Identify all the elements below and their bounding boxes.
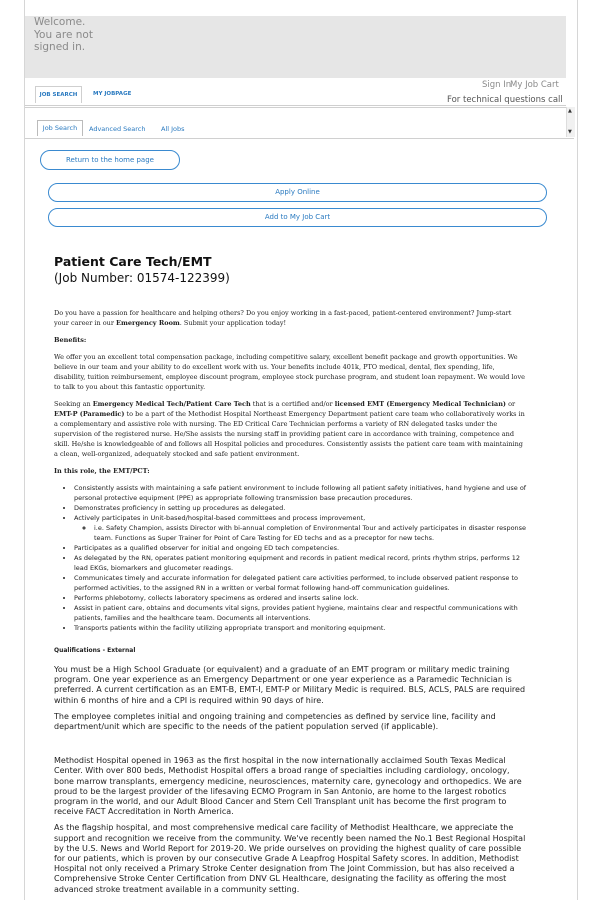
tech-questions-text: For technical questions call — [447, 95, 563, 105]
hospital-awards-paragraph: As the flagship hospital, and most comprehensive medical care facility of Methodist Healthcare, we appreciate the support and recognition we receive from the community. We've recently been named the No.1 Best Regional Hospital by the U.S. News and World Report for 2019-20. We pride ourselves on providing the highest quality of care possible for our patients, which is proven by our consecutive Grade A Leapfrog Hospital Safety scores. In addition, Methodist Hospital not only received a Primary Stroke Center designation from The Joint Commission, but has also received a Comprehensive Stroke Center Certification from DNV GL Healthcare, designating the facility as offering the most advanced stroke treatment available in a community setting. — [54, 823, 526, 894]
training-paragraph: The employee completes initial and ongoing training and competencies as defined by service line, facility and department/unit which are specific to the needs of the patient population served (if applicable). — [54, 711, 496, 732]
qualifications-heading: Qualifications - External — [54, 647, 136, 654]
job-description — [54, 308, 528, 901]
scroll-down-icon[interactable]: ▼ — [568, 129, 572, 135]
header-bar — [25, 16, 566, 78]
intro-paragraph: Do you have a passion for healthcare and helping others? Do you enjoy working in a fast-paced, patient-centered environment? Jump-start your career in our Emergency Room. Submit your application today! — [54, 309, 512, 327]
tab-job-search[interactable]: JOB SEARCH — [35, 86, 82, 103]
tab-my-jobpage[interactable]: MY JOBPAGE — [93, 91, 132, 97]
benefits-paragraph: We offer you an excellent total compensation package, including competitive salary, excellent benefit package and growth opportunities. We believe in our team and your ability to do excellent work with us. Your benefits include 401k, PTO medical, dental, flex spending, life, disability, tuition reimbursement, employee discount program, employee stock purchase program, and student loan repayment. We would love to talk to you about this fantastic opportunity. — [54, 353, 525, 391]
job-number-value: 01574-122399) — [136, 271, 230, 285]
list-item: • Demonstrates proficiency in setting up procedures as delegated. — [74, 503, 528, 513]
return-home-button[interactable]: Return to the home page — [40, 150, 180, 170]
sub-list-item: ◦ i.e. Safety Champion, assists Director with bi-annual completion of Environmental Tour and actively participates in disaster response team. Functions as Super Trainer for Point of Care Testing for ED techs and as a preceptor for new techs. — [94, 523, 528, 543]
sign-in-link[interactable]: Sign In — [482, 80, 512, 90]
list-item: • Consistently assists with maintaining a safe patient environment to include following all patient safety initiatives, hand hygiene and use of personal protective equipment (PPE) as appropriate following transmission base precaution procedures. — [74, 483, 528, 503]
list-item: • Performs phlebotomy, collects laboratory specimens as ordered and inserts saline lock. — [74, 593, 528, 603]
scroll-up-icon[interactable]: ▲ — [568, 108, 572, 114]
add-to-job-cart-button[interactable]: Add to My Job Cart — [48, 208, 547, 227]
search-tab-frame — [25, 107, 574, 139]
qualifications-paragraph: You must be a High School Graduate (or equivalent) and a graduate of an EMT program or military medic training program. One year experience as an Emergency Department or one year experience as a Paramedic Technician is preferred. A current certification as an EMT-B, EMT-I, EMT-P or Military Medic is required. BLS, ACLS, PALS are required within 6 months of hire and a CPI is required within 90 days of hire. — [54, 665, 526, 705]
job-number — [54, 271, 230, 285]
tab-advanced-search[interactable]: Advanced Search — [89, 125, 146, 133]
my-job-cart-link[interactable]: My Job Cart — [510, 80, 559, 90]
seeking-paragraph: Seeking an Emergency Medical Tech/Patient Care Tech that is a certified and/or licensed EMT (Emergency Medical Technician) or EMT-P (Paramedic) to be a part of the Methodist Hospital Northeast Emergency Department patient care team who collaboratively works in a complementary and assistive role with nursing. The ED Critical Care Technician performs a variety of RN delegated tasks under the supervision of the registered nurse. He/She assists the nursing staff in providing patient care in accordance with training, competence and skill. He/she is knowledgeable of and follows all Hospital policies and procedures. Consistently assists the patient care team with maintaining a clean, well-organized, adequately stocked and safe patient environment. — [54, 400, 525, 458]
list-item: • Communicates timely and accurate information for delegated patient care activities performed, to include observed patient response to performed activities, to the assigned RN in a written or verbal format following hand-off communication guidelines. — [74, 573, 528, 593]
tab-all-jobs[interactable]: All Jobs — [161, 125, 185, 133]
list-item: • As delegated by the RN, operates patient monitoring equipment and records in patient medical record, prints rhythm strips, performs 12 lead EKGs, biomarkers and glucometer readings. — [74, 553, 528, 573]
list-item: • Participates as a qualified observer for initial and ongoing ED tech competencies. — [74, 543, 528, 553]
benefits-heading: Benefits: — [54, 336, 87, 344]
list-item: • Transports patients within the facility utilizing appropriate transport and monitoring equipment. — [74, 623, 528, 633]
frame-scrollbar[interactable] — [566, 107, 575, 137]
responsibilities-list — [54, 483, 528, 633]
apply-online-button[interactable]: Apply Online — [48, 183, 547, 202]
sub-list — [74, 523, 528, 543]
role-heading: In this role, the EMT/PCT: — [54, 467, 150, 475]
job-title: Patient Care Tech/EMT — [54, 254, 212, 269]
list-item: • Actively participates in Unit-based/hospital-based committees and process improvement, ◦ i.e. Safety Champion, assists Director with bi-annual completion of Environmental Tour and actively participates in disaster response team. Functions as Super Trainer for Point of Care Testing for ED techs and as a preceptor for new techs. — [74, 513, 528, 543]
list-item: • Assist in patient care, obtains and documents vital signs, provides patient hygiene, maintains clear and respectful communications with patients, families and the healthcare team. Documents all interventions. — [74, 603, 528, 623]
hospital-history-paragraph: Methodist Hospital opened in 1963 as the first hospital in the now internationally acclaimed South Texas Medical Center. With over 800 beds, Methodist Hospital offers a broad range of specialties including cardiology, oncology, bone marrow transplants, emergency medicine, neurosciences, maternity care, gynecology and orthopedics. We are proud to be the largest provider of the lifesaving ECMO Program in San Antonio, are home to the largest robotics program in the world, and our Adult Blood Cancer and Stem Cell Transplant unit has become the first program to receive FACT Accreditation in North America. — [54, 756, 522, 817]
job-number-label: (Job Number: — [54, 271, 134, 285]
tab-job-search-inner[interactable]: Job Search — [37, 120, 83, 136]
welcome-text: Welcome. You are not signed in. — [34, 16, 93, 54]
